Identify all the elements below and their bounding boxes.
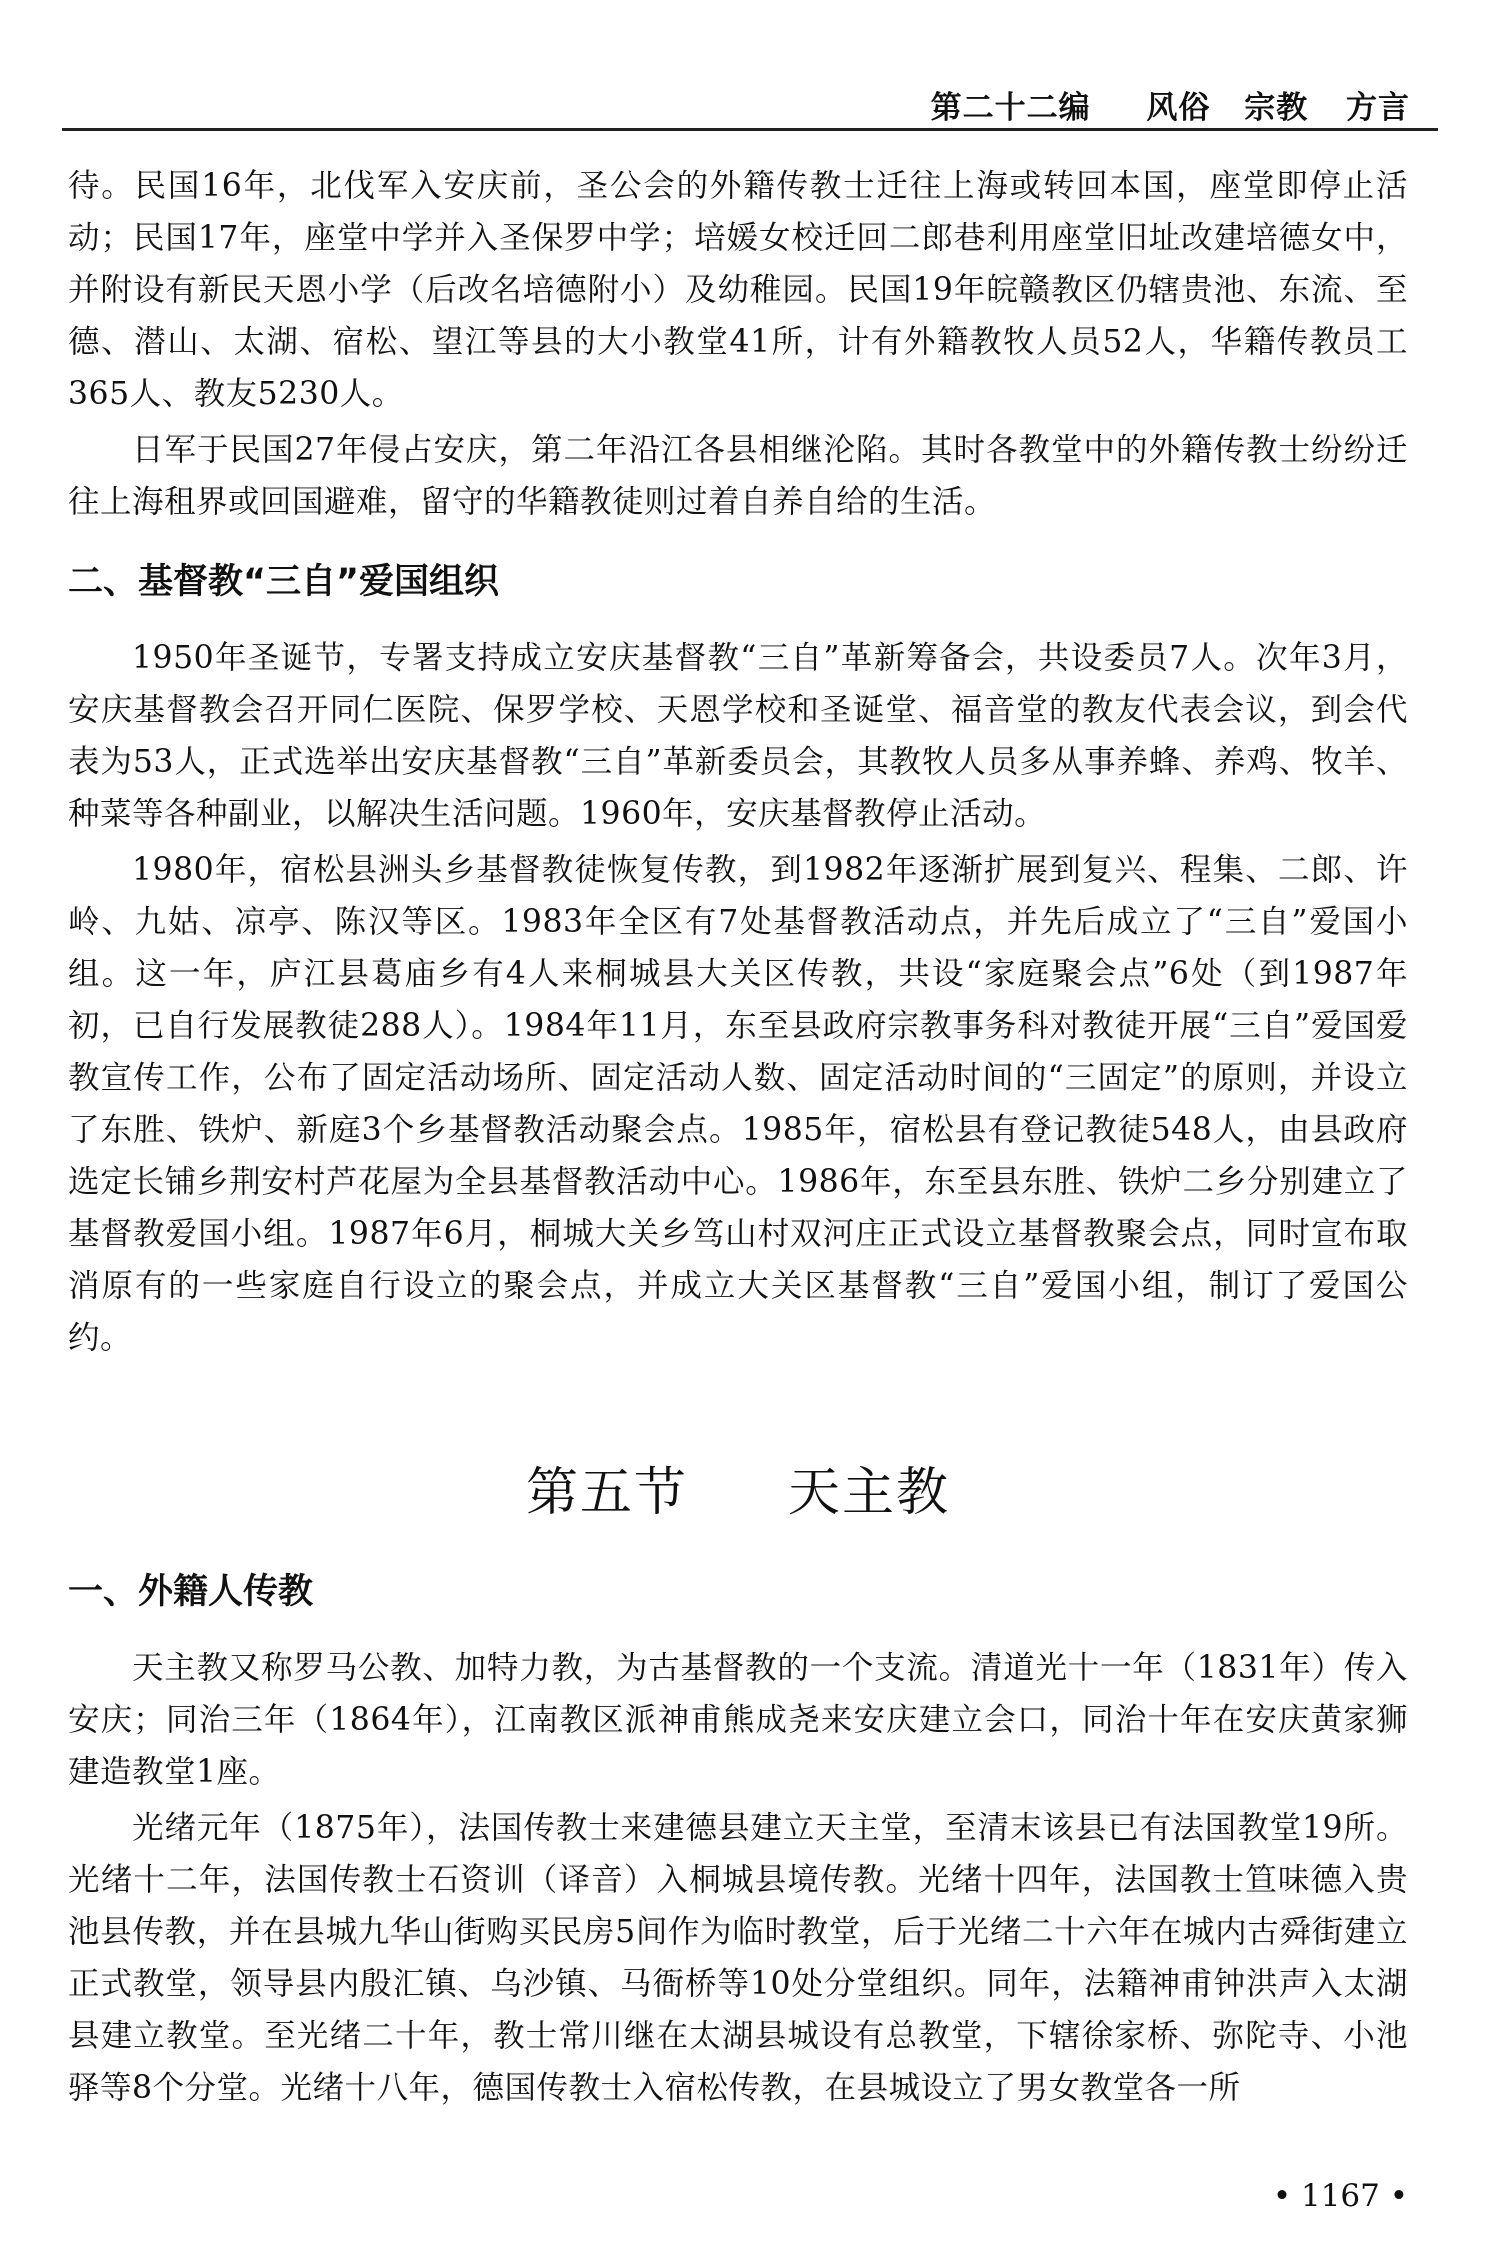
topic-label: 风俗 xyxy=(1146,90,1211,126)
section-heading: 二、基督教“三自”爱国组织 xyxy=(68,562,500,602)
chapter-name: 天主教 xyxy=(788,1463,951,1523)
paragraph: 天主教又称罗马公教、加特力教，为古基督教的一个支流。清道光十一年（1831年）传入安庆；同治三年（1864年），江南教区派神甫熊成尧来安庆建立会口，同治十年在安庆黄家狮建造教堂1座。 xyxy=(68,1650,1408,1790)
chapter-title xyxy=(68,1458,1408,1528)
paragraph: 1980年，宿松县洲头乡基督教徒恢复传教，到1982年逐渐扩展到复兴、程集、二郎、许岭、九姑、凉亭、陈汉等区。1983年全区有7处基督教活动点，并先后成立了“三自”爱国小组。这一年，庐江县葛庙乡有4人来桐城县大关区传教，共设“家庭聚会点”6处（到1987年初，已自行发展教徒288人）。1984年11月，东至县政府宗教事务科对教徒开展“三自”爱国爱教宣传工作，公布了固定活动场所、固定活动人数、固定活动时间的“三固定”的原则，并设立了东胜、铁炉、新庭3个乡基督教活动聚会点。1985年，宿松县有登记教徒548人，由县政府选定长铺乡荆安村芦花屋为全县基督教活动中心。1986年，东至县东胜、铁炉二乡分别建立了基督教爱国小组。1987年6月，桐城大关乡笃山村双河庄正式设立基督教聚会点，同时宣布取消原有的一些家庭自行设立的聚会点，并成立大关区基督教“三自”爱国小组，制订了爱国公约。 xyxy=(68,852,1408,1356)
section-heading: 一、外籍人传教 xyxy=(68,1572,314,1612)
running-header xyxy=(62,78,1438,131)
paragraph: 光绪元年（1875年），法国传教士来建德县建立天主堂，至清末该县已有法国教堂19所。光绪十二年，法国传教士石资训（译音）入桐城县境传教。光绪十四年，法国教士笪味德入贵池县传教，并在县城九华山街购买民房5间作为临时教堂，后于光绪二十六年在城内古舜街建立正式教堂，领导县内殷汇镇、乌沙镇、马衙桥等10处分堂组织。同年，法籍神甫钟洪声入太湖县建立教堂。至光绪二十年，教士常川继在太湖县城设有总教堂，下辖徐家桥、弥陀寺、小池驿等8个分堂。光绪十八年，德国传教士入宿松传教，在县城设立了男女教堂各一所 xyxy=(68,1810,1408,2106)
running-header-text xyxy=(931,82,1410,127)
page-body xyxy=(68,160,1408,2114)
topic-label: 方言 xyxy=(1346,90,1410,126)
topic-label: 宗教 xyxy=(1244,90,1309,126)
paragraph: 日军于民国27年侵占安庆，第二年沿江各县相继沦陷。其时各教堂中的外籍传教士纷纷迁往上海租界或回国避难，留守的华籍教徒则过着自养自给的生活。 xyxy=(68,432,1408,520)
paragraph: 待。民国16年，北伐军入安庆前，圣公会的外籍传教士迁往上海或转回本国，座堂即停止活动；民国17年，座堂中学并入圣保罗中学；培媛女校迁回二郎巷利用座堂旧址改建培德女中，并附设有新民天恩小学（后改名培德附小）及幼稚园。民国19年皖赣教区仍辖贵池、东流、至德、潜山、太湖、宿松、望江等县的大小教堂41所，计有外籍教牧人员52人，华籍传教员工365人、教友5230人。 xyxy=(68,168,1408,412)
paragraph: 1950年圣诞节，专署支持成立安庆基督教“三自”革新筹备会，共设委员7人。次年3月，安庆基督教会召开同仁医院、保罗学校、天恩学校和圣诞堂、福音堂的教友代表会议，到会代表为53人，正式选举出安庆基督教“三自”革新委员会，其教牧人员多从事养蜂、养鸡、牧羊、种菜等各种副业，以解决生活问题。1960年，安庆基督教停止活动。 xyxy=(68,640,1408,832)
page-number: • 1167 • xyxy=(1272,2178,1408,2214)
chapter-number: 第五节 xyxy=(525,1463,688,1523)
volume-label: 第二十二编 xyxy=(930,90,1091,126)
